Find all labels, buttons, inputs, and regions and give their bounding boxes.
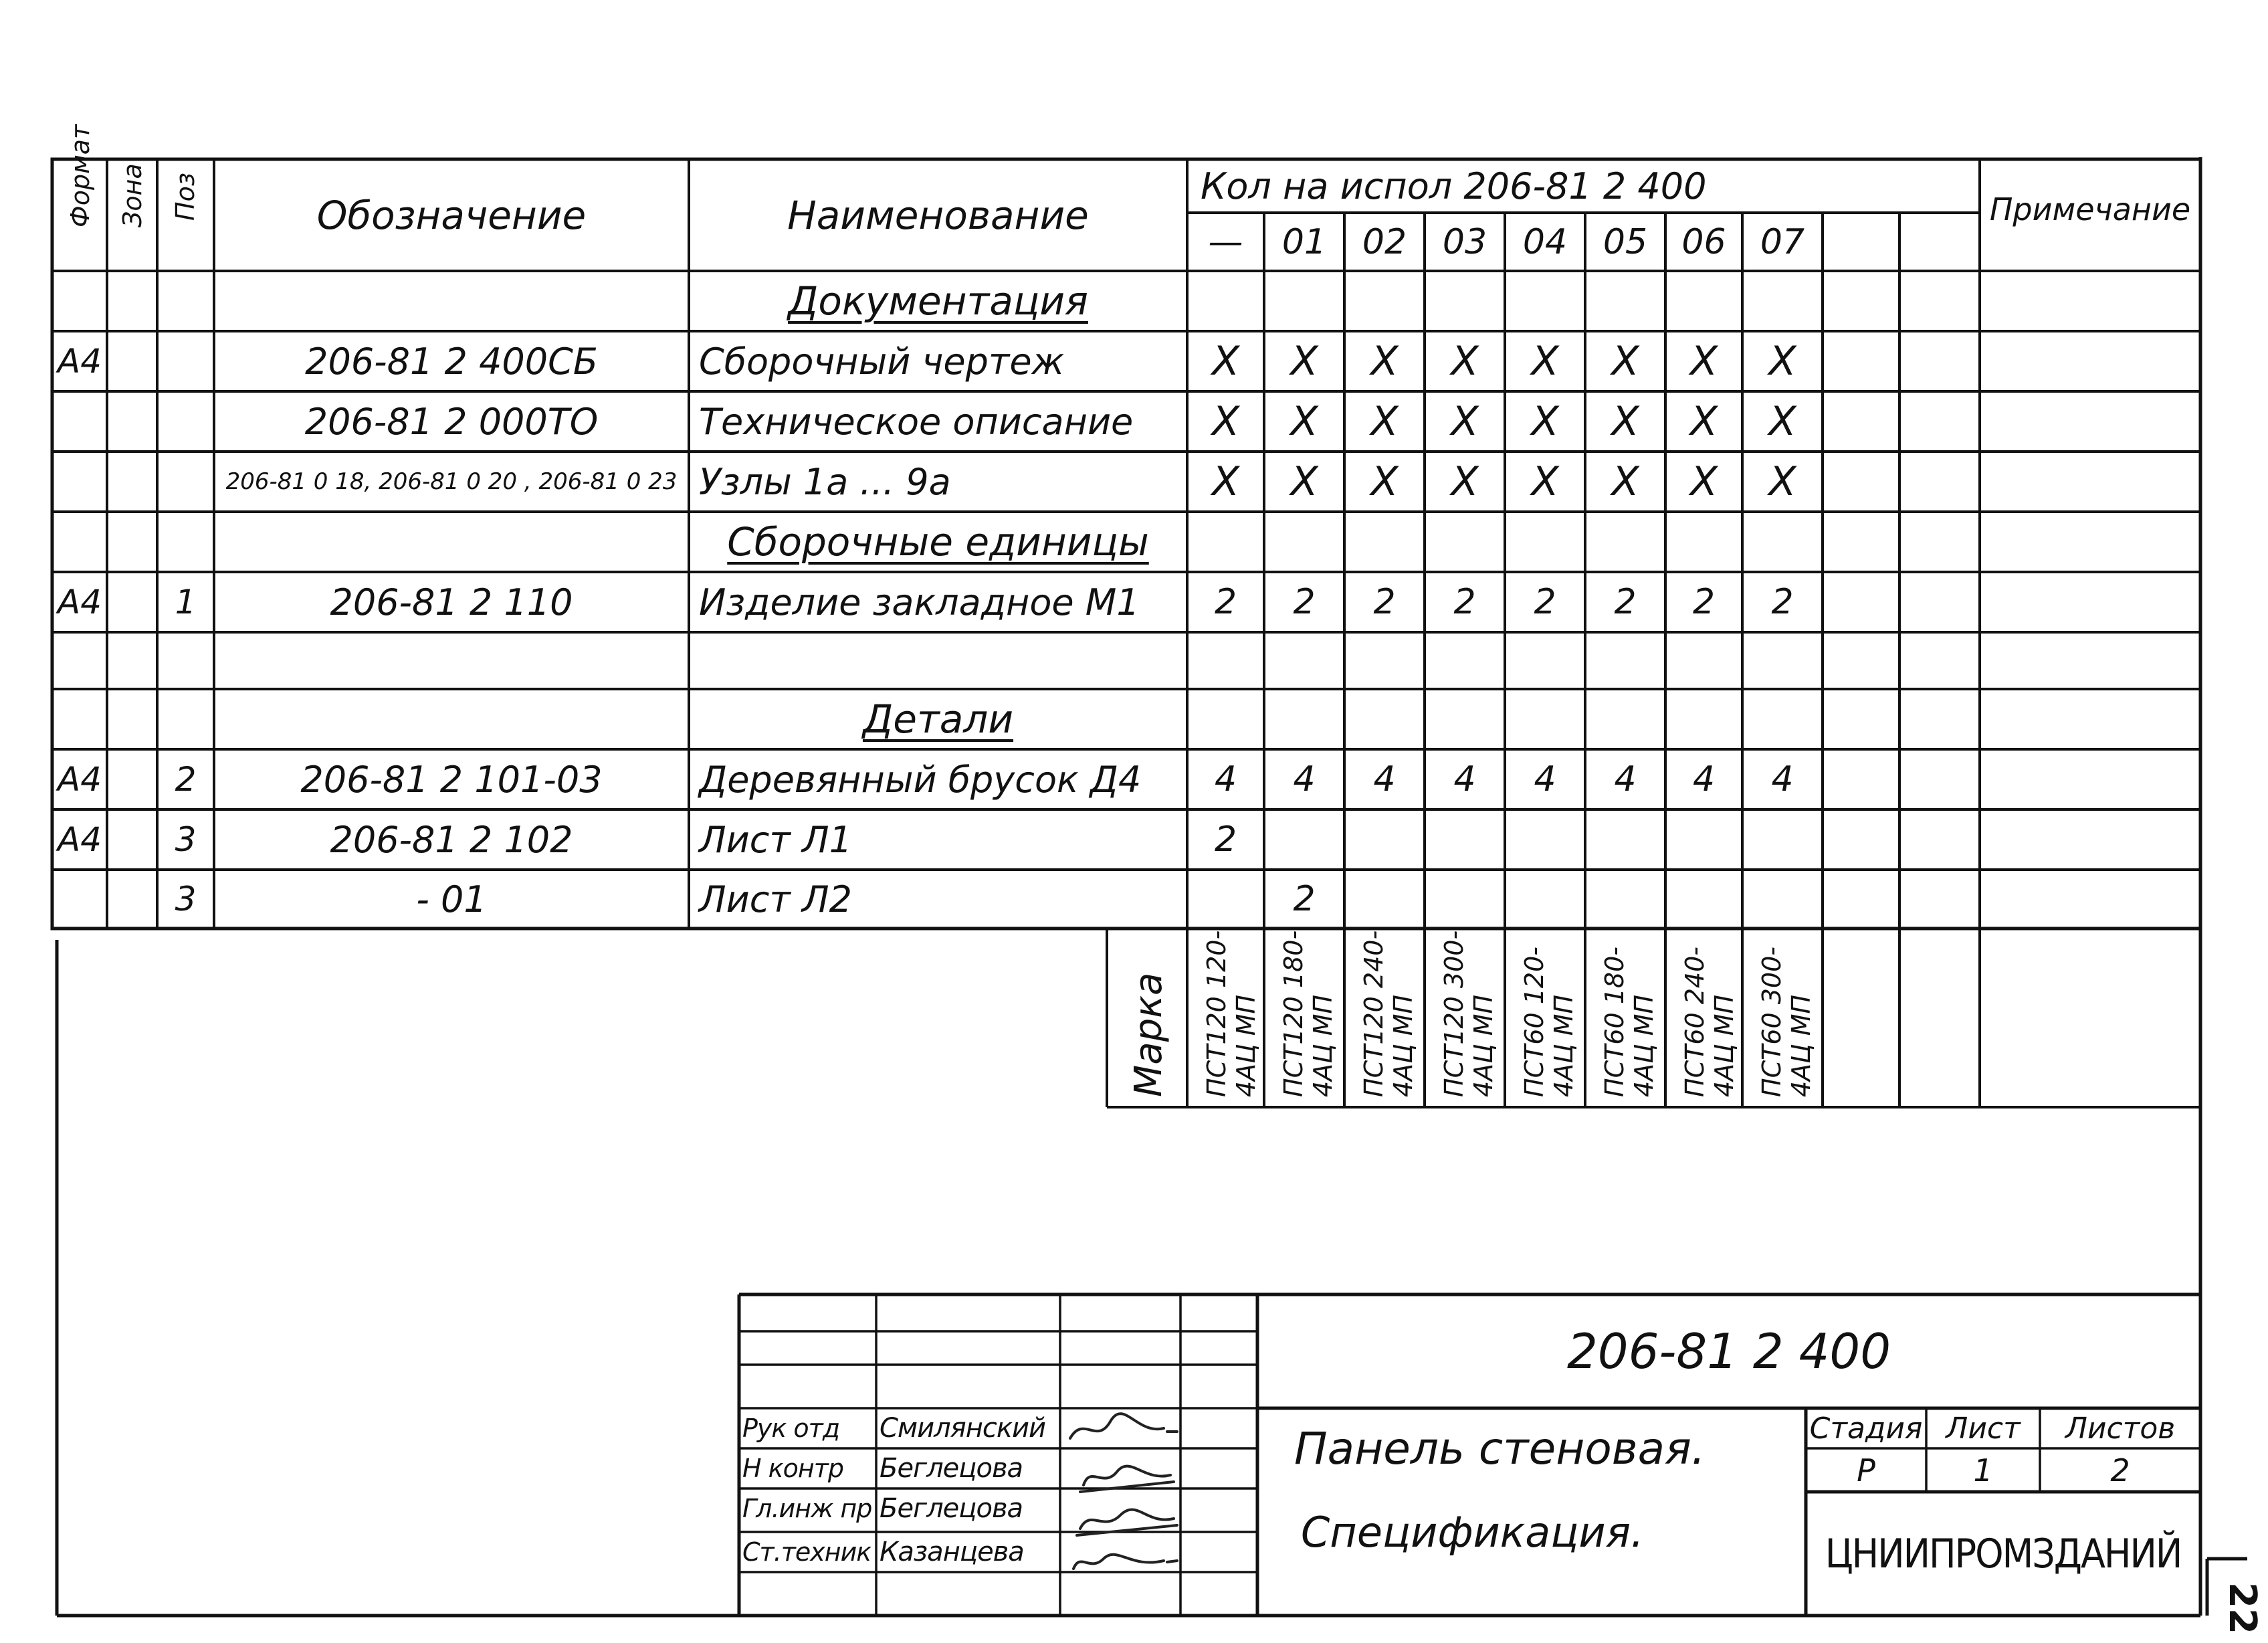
row-qty: 2: [1373, 582, 1396, 622]
stage-label: Стадия: [1809, 1411, 1923, 1446]
row-position: 2: [175, 760, 197, 799]
row-qty: 2: [1293, 879, 1316, 919]
row-qty: [1505, 512, 1585, 572]
row-position: [157, 271, 214, 331]
row-designation: 206-81 2 400СБ: [305, 340, 598, 383]
row-qty: X: [1451, 458, 1479, 505]
row-position: 3: [175, 880, 197, 919]
row-format: [52, 391, 107, 452]
row-qty: [1187, 271, 1264, 331]
row-format: А4: [57, 760, 102, 799]
row-section-heading: Детали: [862, 696, 1014, 742]
row-qty: X: [1370, 338, 1399, 385]
stage-value: Р: [1857, 1452, 1875, 1488]
row-qty: 4: [1373, 759, 1396, 799]
variant-header: 04: [1522, 221, 1568, 262]
signatory-name: Беглецова: [880, 1453, 1023, 1484]
marka-label-line: 4АЦ МП: [1231, 994, 1261, 1097]
marka-label-line: ПСТ120 240-: [1359, 930, 1388, 1097]
row-format: [52, 632, 107, 689]
row-qty: [1344, 870, 1425, 929]
row-qty: [1425, 512, 1505, 572]
row-qty: X: [1290, 398, 1318, 445]
header-pos: Поз: [171, 172, 200, 221]
marka-label-line: 4АЦ МП: [1629, 994, 1659, 1097]
signatory-role: Ст.техник: [742, 1537, 871, 1567]
row-section-heading: Сборочные единицы: [727, 519, 1149, 565]
row-name: [699, 632, 1187, 689]
row-qty: [1505, 632, 1585, 689]
row-position: 3: [175, 820, 197, 859]
row-qty: 2: [1534, 582, 1556, 622]
row-qty: X: [1768, 338, 1796, 385]
row-qty: [1425, 809, 1505, 870]
row-format: А4: [57, 342, 102, 381]
row-qty: [1505, 870, 1585, 929]
row-qty: X: [1689, 398, 1718, 445]
organization-name: ЦНИИПРОМЗДАНИЙ: [1825, 1530, 2182, 1577]
row-qty: X: [1211, 338, 1240, 385]
signatory-name: Смилянский: [880, 1413, 1046, 1444]
row-qty: [1665, 271, 1742, 331]
row-format: [52, 271, 107, 331]
row-format: [52, 512, 107, 572]
row-qty: [1187, 512, 1264, 572]
row-qty: X: [1211, 458, 1240, 505]
row-designation: 206-81 0 18, 206-81 0 20 , 206-81 0 23: [225, 468, 678, 495]
row-qty: [1344, 809, 1425, 870]
row-name: Сборочный чертеж: [699, 340, 1065, 383]
marka-label-line: ПСТ120 300-: [1439, 930, 1469, 1097]
row-qty: [1585, 689, 1665, 749]
row-qty: X: [1211, 398, 1240, 445]
row-qty: [1665, 632, 1742, 689]
row-qty: 4: [1534, 759, 1556, 799]
marka-label-line: 4АЦ МП: [1549, 994, 1578, 1097]
row-qty: X: [1531, 398, 1559, 445]
row-qty: X: [1531, 458, 1559, 505]
row-format: А4: [57, 583, 102, 621]
row-qty: X: [1611, 398, 1639, 445]
sheet-value: 1: [1973, 1452, 1993, 1488]
marka-label-line: 4АЦ МП: [1710, 994, 1739, 1097]
row-qty: X: [1451, 338, 1479, 385]
signatory-name: Беглецова: [880, 1493, 1023, 1524]
header-qty: Кол на испол 206-81 2 400: [1201, 165, 1707, 207]
row-qty: [1665, 512, 1742, 572]
row-qty: 4: [1692, 759, 1716, 799]
marka-label-line: ПСТ60 300-: [1757, 947, 1786, 1097]
row-qty: [1264, 271, 1344, 331]
row-format: [52, 870, 107, 929]
row-qty: [1585, 870, 1665, 929]
header-note: Примечание: [1989, 191, 2191, 227]
marka-label-line: 4АЦ МП: [1308, 994, 1338, 1097]
header-zone: Зона: [118, 163, 147, 227]
row-designation: [214, 632, 689, 689]
row-qty: X: [1611, 338, 1639, 385]
row-position: 1: [175, 583, 197, 621]
signatory-role: Рук отд: [742, 1414, 840, 1443]
signatory-name: Казанцева: [880, 1537, 1024, 1567]
row-qty: [1742, 689, 1823, 749]
row-qty: 4: [1453, 759, 1476, 799]
variant-header: [1823, 213, 1899, 271]
row-qty: [1742, 271, 1823, 331]
title-line2: Спецификация.: [1301, 1507, 1644, 1557]
row-qty: [1585, 271, 1665, 331]
row-qty: [1425, 689, 1505, 749]
signatory-role: Н контр: [742, 1454, 843, 1483]
row-qty: [1187, 632, 1264, 689]
row-qty: 4: [1771, 759, 1794, 799]
variant-header: 05: [1603, 221, 1648, 262]
marka-label: Марка: [1127, 972, 1170, 1097]
row-designation: [214, 689, 689, 749]
row-qty: 2: [1771, 582, 1794, 622]
row-qty: X: [1451, 398, 1479, 445]
row-qty: [1742, 809, 1823, 870]
header-name: Наименование: [787, 192, 1089, 238]
row-qty: [1425, 271, 1505, 331]
variant-header: 03: [1442, 221, 1487, 262]
row-format: [52, 452, 107, 512]
marka-label-line: ПСТ120 120-: [1202, 930, 1231, 1097]
variant-header: 01: [1281, 221, 1327, 262]
row-qty: X: [1768, 398, 1796, 445]
row-qty: X: [1689, 338, 1718, 385]
row-designation: [214, 512, 689, 572]
row-position: [157, 391, 214, 452]
row-qty: [1264, 689, 1344, 749]
signatory-role: Гл.инж пр: [742, 1494, 872, 1523]
row-qty: 2: [1453, 582, 1476, 622]
header-format: Формат: [66, 124, 95, 227]
row-designation: - 01: [416, 878, 487, 921]
row-qty: 2: [1692, 582, 1716, 622]
row-qty: [1344, 689, 1425, 749]
row-qty: [1425, 632, 1505, 689]
document-code: 206-81 2 400: [1566, 1323, 1891, 1379]
row-qty: [1425, 870, 1505, 929]
row-qty: X: [1689, 458, 1718, 505]
variant-header: 02: [1362, 221, 1407, 262]
row-name: Техническое описание: [699, 400, 1134, 443]
variant-header: 07: [1760, 221, 1805, 262]
row-qty: [1344, 271, 1425, 331]
marka-label-line: 4АЦ МП: [1469, 994, 1498, 1097]
marka-label-line: ПСТ60 240-: [1680, 947, 1710, 1097]
row-qty: [1585, 632, 1665, 689]
row-name: Лист Л2: [699, 878, 852, 921]
row-format: [52, 689, 107, 749]
row-qty: [1742, 632, 1823, 689]
row-name: Изделие закладное М1: [699, 581, 1140, 623]
row-qty: [1505, 809, 1585, 870]
variant-header: —: [1208, 221, 1243, 262]
row-qty: 2: [1614, 582, 1637, 622]
row-qty: [1187, 870, 1264, 929]
marka-label-line: 4АЦ МП: [1388, 994, 1418, 1097]
variant-header: 06: [1681, 221, 1726, 262]
row-qty: [1344, 512, 1425, 572]
row-qty: [1264, 809, 1344, 870]
marka-label-line: ПСТ60 120-: [1520, 947, 1549, 1097]
row-position: [157, 632, 214, 689]
marka-label-line: ПСТ120 180-: [1279, 930, 1308, 1097]
row-qty: [1742, 870, 1823, 929]
row-name: Лист Л1: [699, 818, 852, 861]
row-designation: 206-81 2 101-03: [300, 758, 603, 801]
row-qty: X: [1290, 458, 1318, 505]
row-qty: X: [1531, 338, 1559, 385]
row-qty: 4: [1293, 759, 1316, 799]
row-position: [157, 331, 214, 391]
row-designation: [214, 271, 689, 331]
row-qty: [1505, 271, 1585, 331]
row-format: А4: [57, 820, 102, 859]
variant-header: [1899, 213, 1980, 271]
row-qty: 4: [1614, 759, 1637, 799]
row-qty: X: [1768, 458, 1796, 505]
row-section-heading: Документация: [788, 278, 1088, 324]
signatures: [1063, 1408, 1180, 1575]
marka-label-line: 4АЦ МП: [1786, 994, 1816, 1097]
header-designation: Обозначение: [316, 192, 587, 238]
row-qty: [1264, 512, 1344, 572]
row-qty: [1665, 870, 1742, 929]
row-designation: 206-81 2 000ТО: [304, 400, 599, 443]
row-qty: [1742, 512, 1823, 572]
row-qty: 2: [1214, 582, 1237, 622]
title-line1: Панель стеновая.: [1294, 1422, 1706, 1474]
row-qty: [1344, 632, 1425, 689]
row-qty: 2: [1293, 582, 1316, 622]
row-qty: [1665, 689, 1742, 749]
row-designation: 206-81 2 102: [330, 818, 573, 861]
row-qty: X: [1290, 338, 1318, 385]
page-number: 22: [2221, 1582, 2264, 1634]
row-qty: X: [1370, 458, 1399, 505]
sheets-value: 2: [2110, 1452, 2130, 1488]
row-name: Узлы 1а ... 9а: [699, 460, 951, 503]
row-qty: X: [1611, 458, 1639, 505]
sheets-label: Листов: [2065, 1411, 2176, 1446]
row-qty: [1505, 689, 1585, 749]
row-name: Деревянный брусок Д4: [699, 758, 1142, 801]
row-qty: [1585, 809, 1665, 870]
row-designation: 206-81 2 110: [330, 581, 573, 623]
row-qty: [1585, 512, 1665, 572]
row-qty: 2: [1214, 819, 1237, 860]
row-position: [157, 452, 214, 512]
row-position: [157, 689, 214, 749]
marka-label-line: ПСТ60 180-: [1600, 947, 1629, 1097]
row-qty: 4: [1214, 759, 1237, 799]
row-qty: [1264, 632, 1344, 689]
row-qty: [1187, 689, 1264, 749]
row-qty: X: [1370, 398, 1399, 445]
row-position: [157, 512, 214, 572]
sheet-label: Лист: [1946, 1411, 2021, 1446]
row-qty: [1665, 809, 1742, 870]
